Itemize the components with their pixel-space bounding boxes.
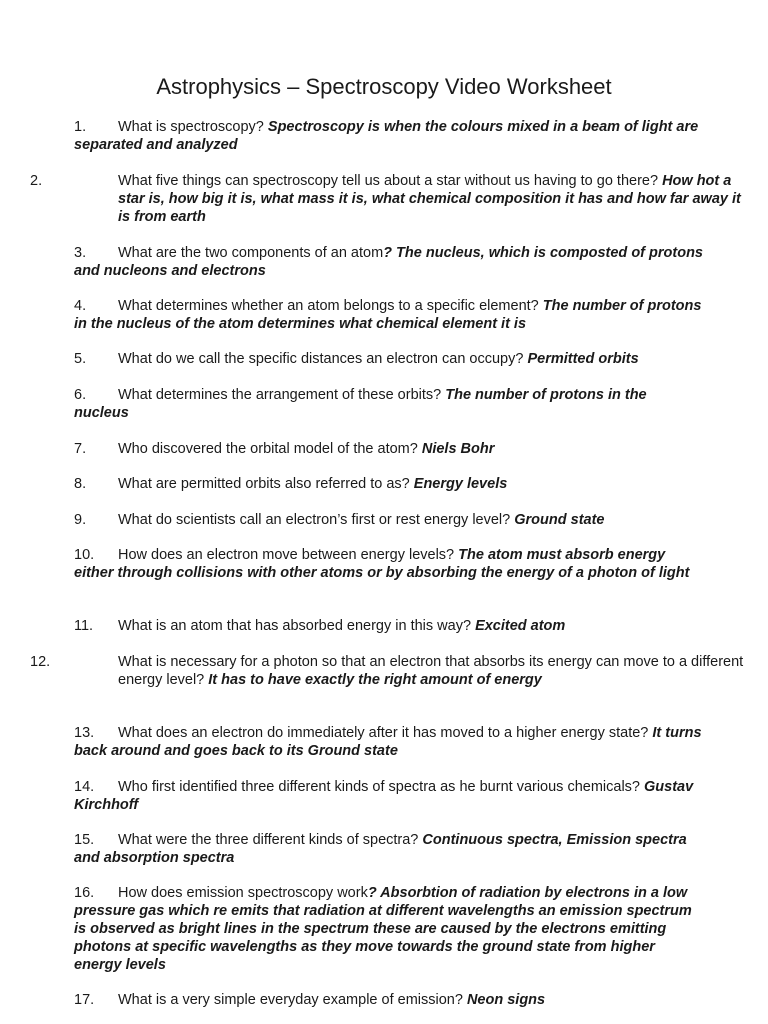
list-item: [30, 172, 748, 226]
question-text: How does an electron move between energy levels?: [118, 547, 459, 563]
list-item: [74, 475, 704, 493]
item-number: 2.: [30, 173, 43, 189]
item-number: 10.: [74, 547, 95, 563]
answer-text: Energy levels: [413, 476, 508, 492]
answer-text: Excited atom: [475, 618, 566, 634]
question-text: What do we call the specific distances an electron can occupy?: [118, 351, 528, 367]
answer-text: ? The nucleus, which is composted of protons and nucleons and electrons: [74, 245, 704, 279]
item-number: 5.: [74, 351, 87, 367]
question-text: How does emission spectroscopy work: [118, 885, 368, 901]
question-text: What determines the arrangement of these orbits?: [118, 387, 446, 403]
question-text: What is an atom that has absorbed energy in this way?: [118, 618, 476, 634]
list-item: [74, 724, 704, 760]
answer-text: The atom must absorb energy either through collisions with other atoms or by absorbing the energy of a photon of light: [74, 547, 690, 581]
item-number: 9.: [74, 512, 87, 528]
item-number: 13.: [74, 725, 95, 741]
answer-text: How hot a star is, how big it is, what mass it is, what chemical composition it has and how far away it is from earth: [118, 173, 741, 225]
question-text: What does an electron do immediately after it has moved to a higher energy state?: [118, 725, 653, 741]
item-number: 11.: [74, 618, 94, 634]
item-number: 12.: [30, 654, 51, 670]
page-title: Astrophysics – Spectroscopy Video Worksheet: [156, 74, 612, 99]
list-item: [74, 617, 704, 635]
question-text: What determines whether an atom belongs to a specific element?: [118, 298, 543, 314]
list-item: [30, 653, 748, 689]
question-text: Who discovered the orbital model of the atom?: [118, 441, 422, 457]
question-text: What is necessary for a photon so that an electron that absorbs its energy can move to a different energy level?: [118, 654, 744, 688]
item-number: 8.: [74, 476, 87, 492]
answer-text: The number of protons in the nucleus of the atom determines what chemical element it is: [74, 298, 702, 332]
question-text: What do scientists call an electron’s first or rest energy level?: [118, 512, 515, 528]
item-number: 7.: [74, 441, 87, 457]
answer-text: It has to have exactly the right amount of energy: [208, 672, 542, 688]
list-item: [74, 778, 704, 814]
list-item: [74, 118, 704, 154]
question-text: What is spectroscopy?: [118, 119, 268, 135]
answer-text: The number of protons in the nucleus: [74, 387, 647, 421]
answer-text: Spectroscopy is when the colours mixed in a beam of light are separated and analyzed: [74, 119, 699, 153]
question-text: Who first identified three different kinds of spectra as he burnt various chemicals?: [118, 779, 645, 795]
answer-text: Permitted orbits: [527, 351, 639, 367]
item-number: 1.: [74, 119, 87, 135]
item-number: 14.: [74, 779, 95, 795]
question-text: What is a very simple everyday example of emission?: [118, 992, 467, 1008]
answer-text: Neon signs: [466, 992, 546, 1008]
list-item: [74, 244, 704, 280]
answer-text: Gustav Kirchhoff: [74, 779, 694, 813]
item-number: 6.: [74, 387, 87, 403]
item-number: 3.: [74, 245, 87, 261]
question-text: What were the three different kinds of spectra?: [118, 832, 423, 848]
item-number: 15.: [74, 832, 95, 848]
item-number: 4.: [74, 298, 87, 314]
list-item: [74, 546, 704, 582]
list-item: [74, 440, 704, 458]
list-item: [74, 884, 704, 974]
item-number: 17.: [74, 992, 95, 1008]
answer-text: Ground state: [514, 512, 605, 528]
answer-text: Continuous spectra, Emission spectra and absorption spectra: [74, 832, 687, 866]
question-text: What are the two components of an atom: [118, 245, 384, 261]
list-item: [74, 831, 704, 867]
question-text: What five things can spectroscopy tell us about a star without us having to go there?: [118, 173, 663, 189]
answer-text: Niels Bohr: [421, 441, 495, 457]
list-item: [74, 386, 704, 422]
list-item: [74, 350, 704, 368]
list-item: [74, 991, 704, 1009]
list-item: [74, 297, 704, 333]
list-item: [74, 511, 704, 529]
answer-text: ? Absorbtion of radiation by electrons in a low pressure gas which re emits that radiation at different wavelengths an emission spectrum is observed as bright lines in the spectrum these are caused by the electrons emitting photons at specific wavelengths as they move towards the ground state from higher energy levels: [74, 885, 692, 973]
question-text: What are permitted orbits also referred to as?: [118, 476, 414, 492]
item-number: 16.: [74, 885, 95, 901]
answer-text: It turns back around and goes back to its Ground state: [74, 725, 702, 759]
